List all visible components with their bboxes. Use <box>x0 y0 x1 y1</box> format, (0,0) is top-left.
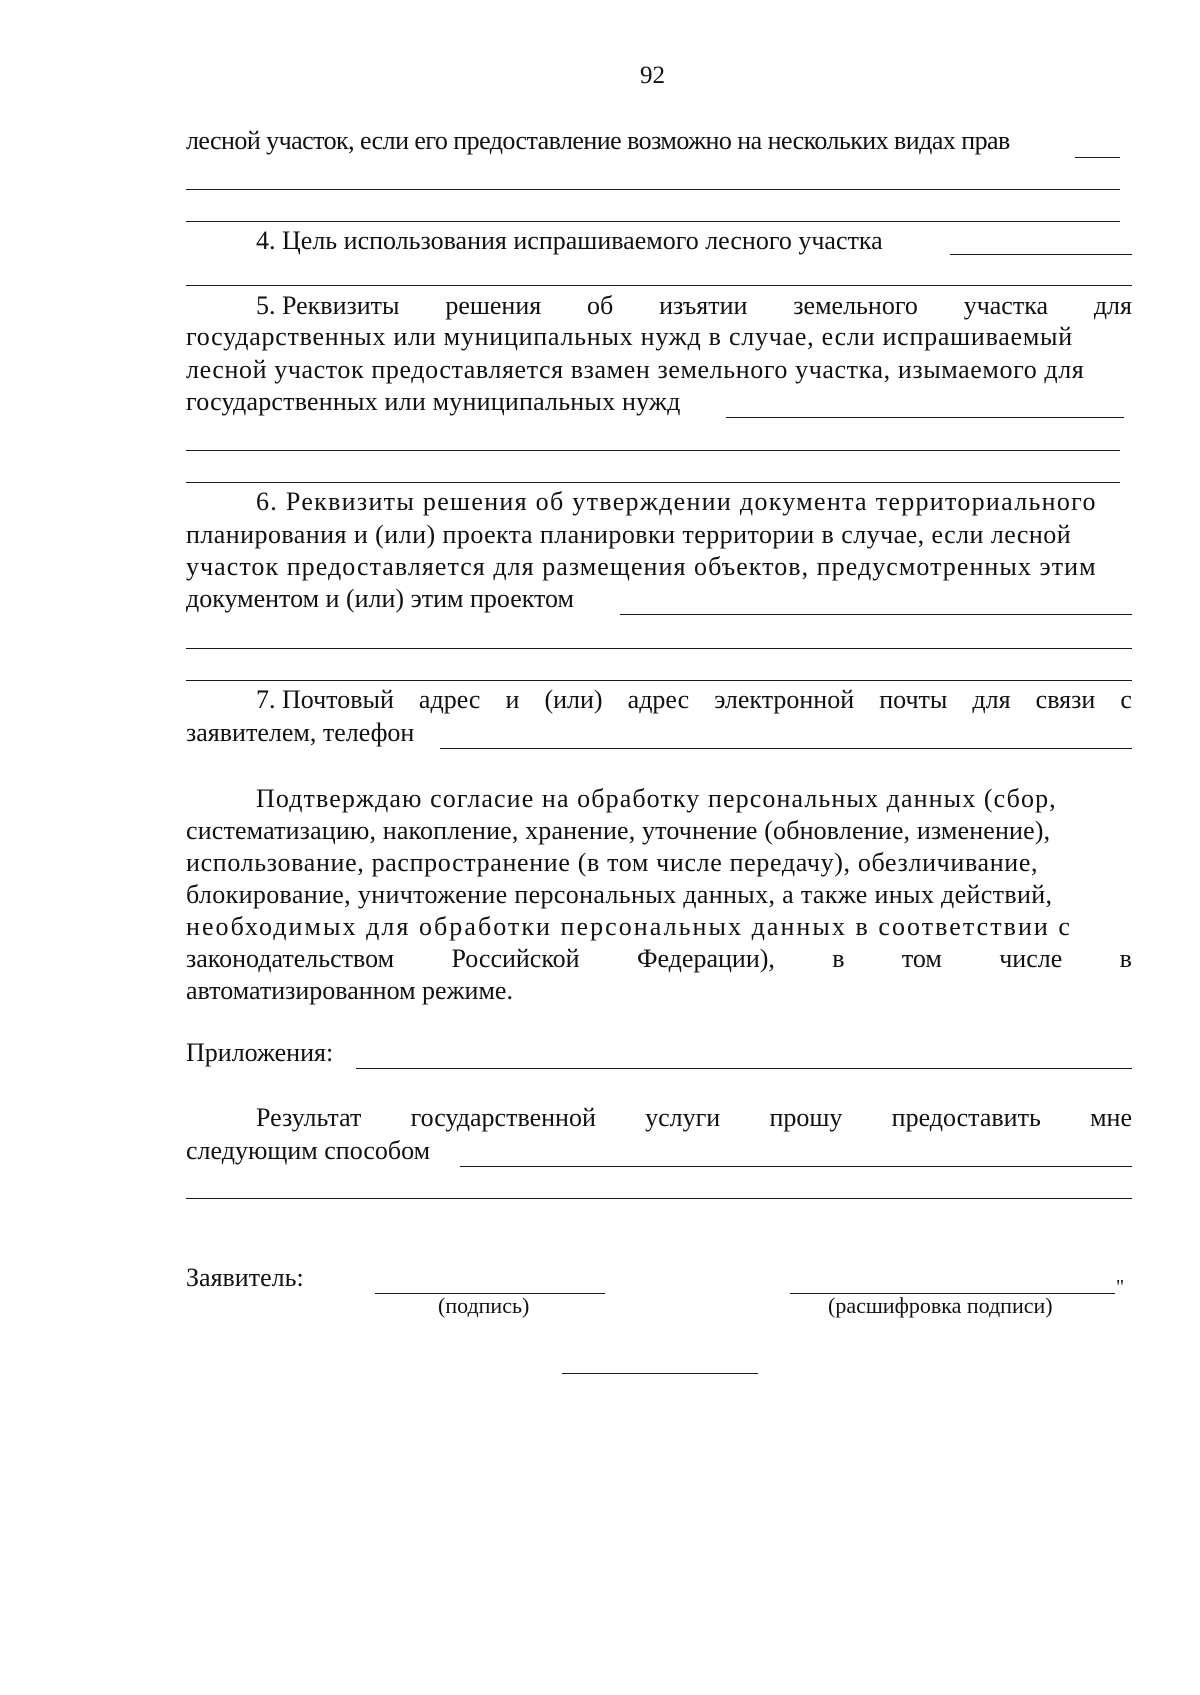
item4-blank-line <box>186 285 1132 286</box>
result-blank-line <box>186 1198 1132 1199</box>
item3-blank-line <box>186 221 1120 222</box>
item7-line-1: 7. Почтовый адрес и (или) адрес электронной почты для связи с <box>256 685 1132 714</box>
item3-field-line <box>1075 157 1120 158</box>
item6-blank-line <box>186 648 1132 649</box>
closing-quote-mark: " <box>1116 1276 1125 1298</box>
signature-caption: (подпись) <box>438 1293 530 1318</box>
consent-line-5: необходимых для обработки персональных данных в соответствии с <box>186 912 1073 941</box>
consent-line-3: использование, распространение (в том числе передачу), обезличивание, <box>186 848 1039 877</box>
item5-blank-line <box>186 482 1120 483</box>
result-line-1: Результат государственной услуги прошу предоставить мне <box>256 1103 1132 1132</box>
item5-line-2: государственных или муниципальных нужд в случае, если испрашиваемый <box>186 322 1073 351</box>
consent-line-4: блокирование, уничтожение персональных данных, а также иных действий, <box>186 880 1053 909</box>
consent-line-6: законодательством Российской Федерации), в том числе в <box>186 944 1132 973</box>
item5-line-1: 5. Реквизиты решения об изъятии земельного участка для <box>256 291 1132 320</box>
page-number: 92 <box>640 62 665 89</box>
result-field-line <box>460 1166 1132 1167</box>
attachments-field-line <box>356 1068 1132 1069</box>
consent-line-7: автоматизированном режиме. <box>186 976 513 1005</box>
consent-line-1: Подтверждаю согласие на обработку персональных данных (сбор, <box>256 784 1057 813</box>
signature-decoding-caption: (расшифровка подписи) <box>828 1293 1053 1318</box>
item7-line-2: заявителем, телефон <box>186 718 415 747</box>
item5-line-3: лесной участок предоставляется взамен земельного участка, изымаемого для <box>186 355 1085 384</box>
item5-line-4: государственных или муниципальных нужд <box>186 387 681 416</box>
item4-text: 4. Цель использования испрашиваемого лесного участка <box>256 226 883 255</box>
item3-blank-line <box>186 189 1120 190</box>
item6-line-3: участок предоставляется для размещения объектов, предусмотренных этим <box>186 552 1097 581</box>
item7-field-line <box>440 748 1132 749</box>
item3-continuation: лесной участок, если его предоставление возможно на нескольких видах прав <box>186 126 1010 155</box>
item5-field-line <box>726 417 1124 418</box>
attachments-label: Приложения: <box>186 1038 334 1067</box>
item6-line-2: планирования и (или) проекта планировки территории в случае, если лесной <box>186 520 1072 549</box>
item5-blank-line <box>186 450 1120 451</box>
item6-line-1: 6. Реквизиты решения об утверждении документа территориального <box>256 487 1097 516</box>
item6-line-4: документом и (или) этим проектом <box>186 584 574 613</box>
end-separator-line <box>562 1373 758 1374</box>
applicant-label: Заявитель: <box>186 1263 304 1292</box>
item6-field-line <box>620 614 1132 615</box>
item6-blank-line <box>186 680 1132 681</box>
result-line-2: следующим способом <box>186 1136 431 1165</box>
consent-line-2: систематизацию, накопление, хранение, уточнение (обновление, изменение), <box>186 816 1051 845</box>
item4-field-line <box>950 254 1132 255</box>
